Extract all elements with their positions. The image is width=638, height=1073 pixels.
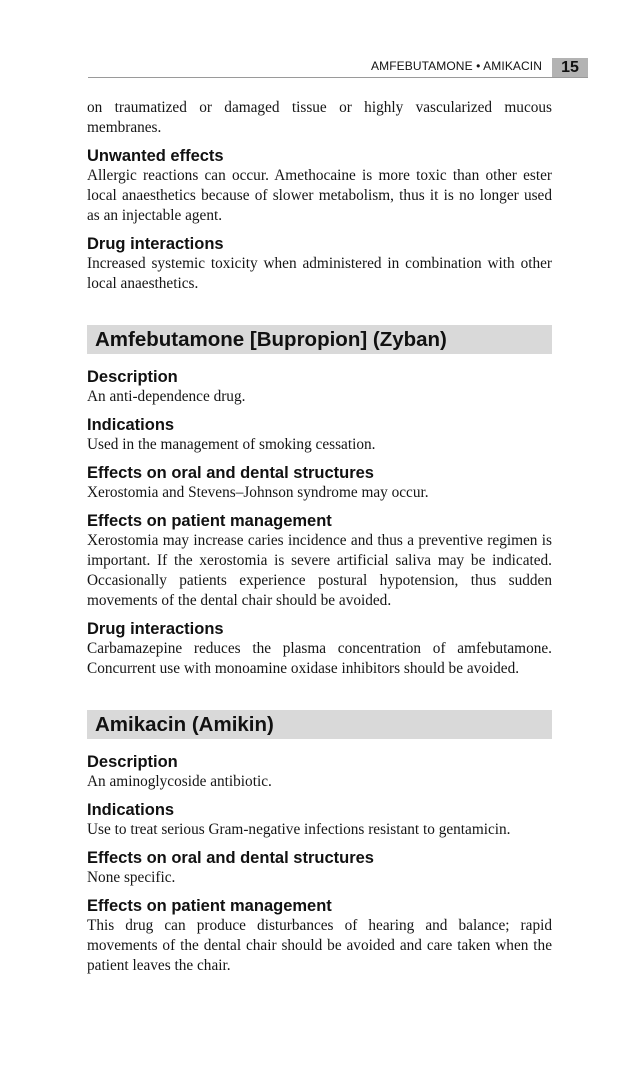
oral-effects-text: None specific. bbox=[87, 869, 176, 886]
unwanted-effects-heading: Unwanted effects bbox=[87, 147, 224, 165]
patient-management-text: This drug can produce disturbances of hearing and balance; rapid movements of the dental chair should be avoided and care taken when the patient leaves the chair. bbox=[87, 917, 552, 974]
oral-effects-heading: Effects on oral and dental structures bbox=[87, 464, 374, 482]
indications-text: Used in the management of smoking cessation. bbox=[87, 436, 376, 453]
page-number: 15 bbox=[552, 58, 588, 77]
description-heading: Description bbox=[87, 368, 178, 386]
description-text: An anti-dependence drug. bbox=[87, 388, 246, 405]
amethocaine-continuation bbox=[87, 98, 552, 294]
running-head-title: AMFEBUTAMONE • AMIKACIN bbox=[371, 59, 542, 73]
patient-management-heading: Effects on patient management bbox=[87, 897, 332, 915]
patient-management-heading: Effects on patient management bbox=[87, 512, 332, 530]
running-head-rule bbox=[88, 77, 588, 78]
amfebutamone-entry bbox=[87, 325, 552, 679]
unwanted-effects-text: Allergic reactions can occur. Amethocaine is more toxic than other ester local anaesthetics because of slower metabolism, thus it is no longer used as an injectable agent. bbox=[87, 167, 552, 224]
oral-effects-heading: Effects on oral and dental structures bbox=[87, 849, 374, 867]
oral-effects-text: Xerostomia and Stevens–Johnson syndrome may occur. bbox=[87, 484, 429, 501]
indications-heading: Indications bbox=[87, 801, 175, 819]
indications-heading: Indications bbox=[87, 416, 175, 434]
drug-interactions-text: Increased systemic toxicity when administered in combination with other local anaesthetics. bbox=[87, 255, 552, 292]
running-head bbox=[88, 58, 588, 78]
description-text: An aminoglycoside antibiotic. bbox=[87, 773, 272, 790]
page-content bbox=[87, 98, 552, 976]
drug-interactions-heading: Drug interactions bbox=[87, 235, 224, 253]
amikacin-title: Amikacin (Amikin) bbox=[87, 710, 552, 739]
patient-management-text: Xerostomia may increase caries incidence and thus a preventive regimen is important. If the xerostomia is severe artificial saliva may be indicated. Occasionally patients experience postural hypotension, thus sudden movements of the dental chair should be avoided. bbox=[87, 532, 552, 609]
drug-interactions-text: Carbamazepine reduces the plasma concentration of amfebutamone. Concurrent use with monoamine oxidase inhibitors should be avoided. bbox=[87, 640, 552, 677]
amikacin-entry bbox=[87, 710, 552, 976]
drug-interactions-heading: Drug interactions bbox=[87, 620, 224, 638]
continuation-text: on traumatized or damaged tissue or highly vascularized mucous membranes. bbox=[87, 99, 552, 136]
description-heading: Description bbox=[87, 753, 178, 771]
indications-text: Use to treat serious Gram-negative infections resistant to gentamicin. bbox=[87, 821, 511, 838]
amfebutamone-title: Amfebutamone [Bupropion] (Zyban) bbox=[87, 325, 552, 354]
